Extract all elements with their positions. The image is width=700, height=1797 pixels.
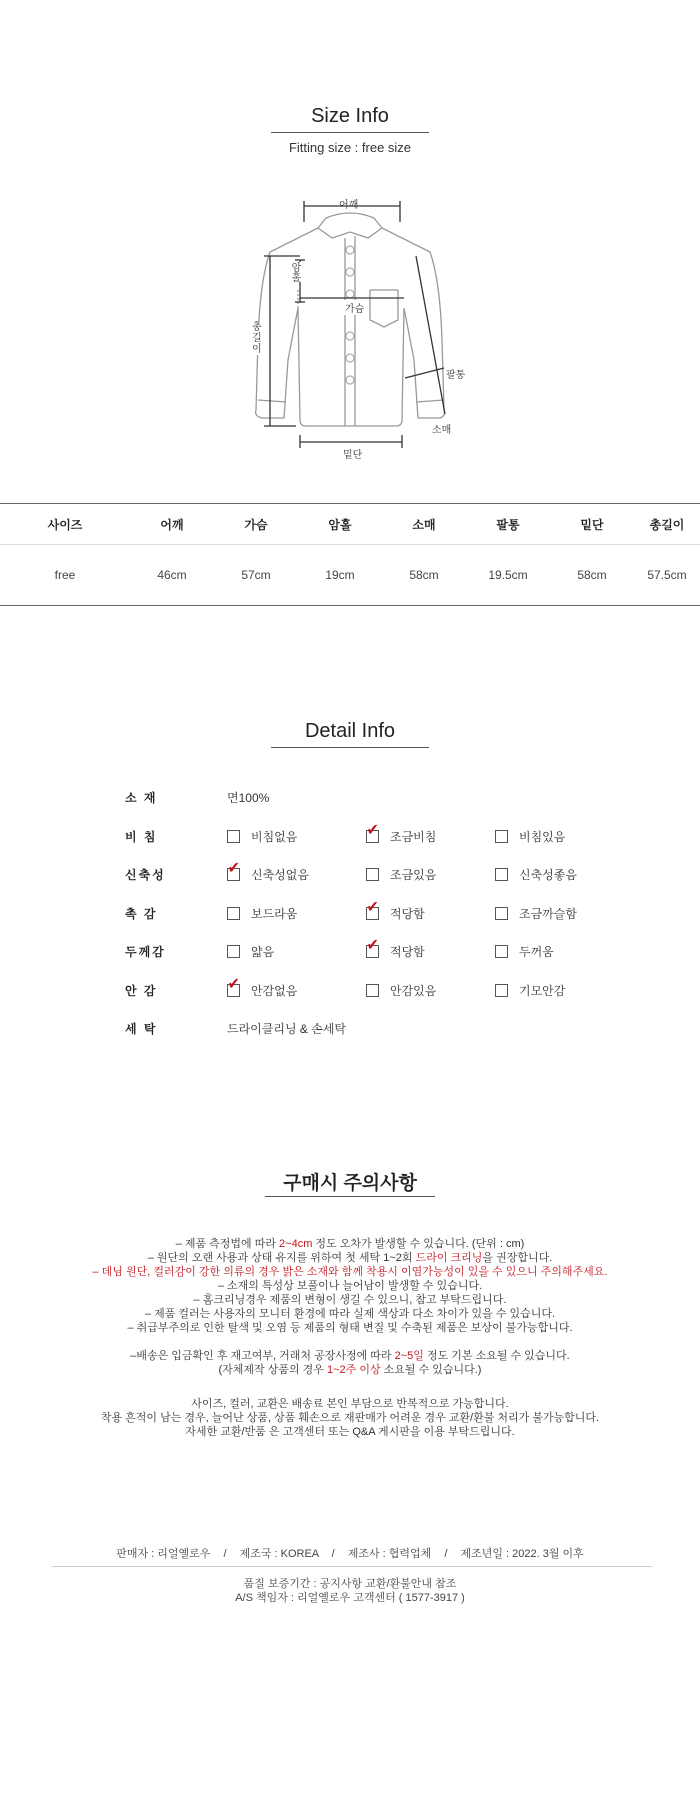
option-label: 보드라움 (251, 907, 298, 921)
checkbox-checked[interactable] (366, 899, 379, 920)
checkbox-checked[interactable] (366, 822, 379, 843)
detail-row-material (0, 789, 700, 809)
diagram-label-sleeve: 소매 (432, 425, 452, 436)
option-thick[interactable] (495, 943, 554, 960)
notice-line-9 (0, 1363, 700, 1377)
checkbox[interactable] (227, 830, 240, 843)
option-label: 안감있음 (390, 984, 437, 998)
table-header: 소매 (382, 504, 466, 545)
notice-text: 을 권장합니다. (482, 1252, 553, 1264)
option-moderate-thickness[interactable] (366, 937, 425, 960)
notice-line-7: – 취급부주의로 인한 탈색 및 오염 등 제품의 형태 변질 및 수축된 제품은 보상이 불가능합니다. (127, 1322, 573, 1334)
footer-info-line (0, 1545, 700, 1561)
fitting-size-text: Fitting size : free size (288, 140, 412, 155)
notice-line-6: – 제품 컬러는 사용자의 모니터 환경에 따라 실제 색상과 다소 차이가 있을 수 있습니다. (144, 1308, 556, 1320)
notice-highlight: 1~2주 이상 (326, 1364, 381, 1376)
checkbox[interactable] (366, 984, 379, 997)
size-info-title: Size Info (311, 105, 389, 127)
option-fleece-lining[interactable] (495, 982, 565, 999)
notice-text: 소요될 수 있습니다.) (380, 1364, 482, 1376)
notice-line-10: 사이즈, 컬러, 교환은 배송료 본인 부담으로 반복적으로 가능합니다. (191, 1398, 509, 1410)
option-thin[interactable] (227, 943, 274, 960)
checkbox[interactable] (495, 984, 508, 997)
notice-line-11: 착용 흔적이 남는 경우, 늘어난 상품, 상품 훼손으로 재판매가 어려운 경우 교환/환불 처리가 불가능합니다. (100, 1412, 600, 1424)
detail-label: 촉 감 (125, 907, 158, 921)
footer-separator: / (444, 1548, 448, 1560)
footer-seller: 판매자 : 리얼옐로우 (116, 1548, 211, 1560)
option-label: 얇음 (251, 945, 275, 959)
washing-value: 드라이클리닝 & 손세탁 (227, 1022, 347, 1036)
checkbox[interactable] (227, 945, 240, 958)
size-info-underline (271, 132, 429, 133)
notice-line-8 (0, 1349, 700, 1363)
detail-label: 두께감 (125, 945, 166, 959)
detail-row-stretch (0, 860, 700, 886)
size-table (0, 503, 700, 606)
notice-underline (265, 1196, 435, 1197)
notice-text: (자체제작 상품의 경우 (218, 1364, 327, 1376)
checkmark-icon: ✔ (366, 937, 379, 954)
notice-title: 구매시 주의사항 (283, 1173, 417, 1194)
option-soft[interactable] (227, 905, 297, 922)
checkbox-checked[interactable] (227, 976, 240, 997)
option-label: 적당함 (390, 945, 425, 959)
checkmark-icon: ✔ (227, 860, 240, 877)
footer-separator: / (331, 1548, 335, 1560)
option-no-sheer[interactable] (227, 828, 297, 845)
table-header: 팔통 (466, 504, 550, 545)
size-table-header-row (0, 504, 700, 545)
option-label: 조금있음 (390, 868, 437, 882)
table-cell: 58cm (382, 545, 466, 606)
detail-row-texture (0, 899, 700, 925)
option-sheer[interactable] (495, 828, 565, 845)
checkmark-icon: ✔ (366, 822, 379, 839)
checkbox[interactable] (495, 945, 508, 958)
footer-warranty: 품질 보증기간 : 공지사항 교환/환불안내 참조 (243, 1578, 457, 1590)
detail-info-title: Detail Info (304, 720, 396, 742)
detail-label: 안 감 (125, 984, 158, 998)
detail-row-sheerness (0, 822, 700, 848)
footer-maker: 제조사 : 협력업체 (347, 1548, 432, 1560)
footer-date: 제조년일 : 2022. 3월 이후 (460, 1548, 584, 1560)
notice-text: –배송은 입금확인 후 재고여부, 거래처 공장사정에 따라 (130, 1350, 395, 1362)
option-no-stretch[interactable] (227, 860, 309, 883)
option-label: 두꺼움 (519, 945, 554, 959)
option-no-lining[interactable] (227, 976, 298, 999)
table-header: 밑단 (550, 504, 634, 545)
table-header: 사이즈 (0, 504, 130, 545)
table-header: 어깨 (130, 504, 214, 545)
option-lining[interactable] (366, 982, 436, 999)
footer-as-contact: A/S 책임자 : 리얼옐로우 고객센터 ( 1577-3917 ) (235, 1592, 465, 1604)
table-row (0, 545, 700, 606)
checkbox[interactable] (495, 830, 508, 843)
table-header: 암홀 (298, 504, 382, 545)
checkbox[interactable] (495, 907, 508, 920)
option-rough[interactable] (495, 905, 577, 922)
option-label: 조금비침 (390, 830, 437, 844)
diagram-label-sleeve-width: 팔통 (446, 370, 466, 381)
material-value: 면100% (227, 791, 270, 805)
option-label: 조금까슬함 (519, 907, 577, 921)
table-cell: 57.5cm (634, 545, 700, 606)
notice-line-2 (0, 1251, 700, 1265)
checkbox[interactable] (366, 868, 379, 881)
notice-text: – 원단의 오랜 사용과 상태 유지를 위하여 첫 세탁 1~2회 (147, 1252, 416, 1264)
notice-highlight: 2~5일 (394, 1350, 424, 1362)
notice-text: – 제품 측정법에 따라 (175, 1238, 280, 1250)
detail-row-washing (0, 1020, 700, 1040)
option-good-stretch[interactable] (495, 866, 577, 883)
table-cell: 58cm (550, 545, 634, 606)
option-label: 안감없음 (251, 984, 298, 998)
table-cell: 19cm (298, 545, 382, 606)
option-label: 신축성좋음 (519, 868, 577, 882)
detail-label: 비 침 (125, 830, 158, 844)
footer-divider (52, 1566, 652, 1567)
diagram-label-hem: 밑단 (343, 450, 363, 461)
checkbox[interactable] (495, 868, 508, 881)
detail-label: 신축성 (125, 868, 166, 882)
detail-label: 소 재 (125, 791, 158, 805)
notice-line-12: 자세한 교환/반품 은 고객센터 또는 Q&A 게시판을 이용 부탁드립니다. (185, 1426, 515, 1438)
notice-highlight: 드라이 크리닝 (415, 1252, 483, 1264)
table-cell: 46cm (130, 545, 214, 606)
detail-info-underline (271, 747, 429, 748)
diagram-label-shoulder: 어깨 (339, 200, 359, 211)
notice-text: 정도 기본 소요될 수 있습니다. (423, 1350, 570, 1362)
checkbox-checked[interactable] (227, 860, 240, 881)
footer-country: 제조국 : KOREA (239, 1548, 319, 1560)
option-label: 기모안감 (519, 984, 566, 998)
notice-highlight: 2~4cm (279, 1238, 313, 1250)
diagram-label-chest: 가슴 (344, 300, 365, 315)
table-cell: 57cm (214, 545, 298, 606)
detail-label: 세 탁 (125, 1022, 158, 1036)
table-header: 가슴 (214, 504, 298, 545)
option-label: 신축성없음 (251, 868, 309, 882)
table-header: 총길이 (634, 504, 700, 545)
checkmark-icon: ✔ (227, 976, 240, 993)
diagram-label-length: 총길이 (252, 322, 262, 355)
checkbox[interactable] (227, 907, 240, 920)
checkmark-icon: ✔ (366, 899, 379, 916)
option-label: 비침없음 (251, 830, 298, 844)
notice-line-5: – 홈크리닝경우 제품의 변형이 생길 수 있으니, 참고 부탁드립니다. (193, 1294, 507, 1306)
option-label: 비침있음 (519, 830, 566, 844)
table-cell: free (0, 545, 130, 606)
notice-line-3: – 데님 원단, 컬러감이 강한 의류의 경우 밝은 소재와 함께 착용시 이염가능성이 있을 수 있으니 주의해주세요. (92, 1266, 608, 1278)
option-slight-sheer[interactable] (366, 822, 437, 845)
option-moderate-texture[interactable] (366, 899, 425, 922)
diagram-label-armhole: 암홀 (289, 262, 300, 282)
table-cell: 19.5cm (466, 545, 550, 606)
option-label: 적당함 (390, 907, 425, 921)
footer-separator: / (223, 1548, 227, 1560)
notice-line-4: – 소재의 특성상 보풀이나 늘어남이 발생할 수 있습니다. (217, 1280, 483, 1292)
option-some-stretch[interactable] (366, 866, 436, 883)
shirt-measurement-diagram (240, 190, 460, 465)
notice-line-1 (0, 1237, 700, 1251)
checkbox-checked[interactable] (366, 937, 379, 958)
detail-row-lining (0, 976, 700, 1002)
detail-row-thickness (0, 937, 700, 963)
notice-text: 정도 오차가 발생할 수 있습니다. (단위 : cm) (312, 1238, 525, 1250)
